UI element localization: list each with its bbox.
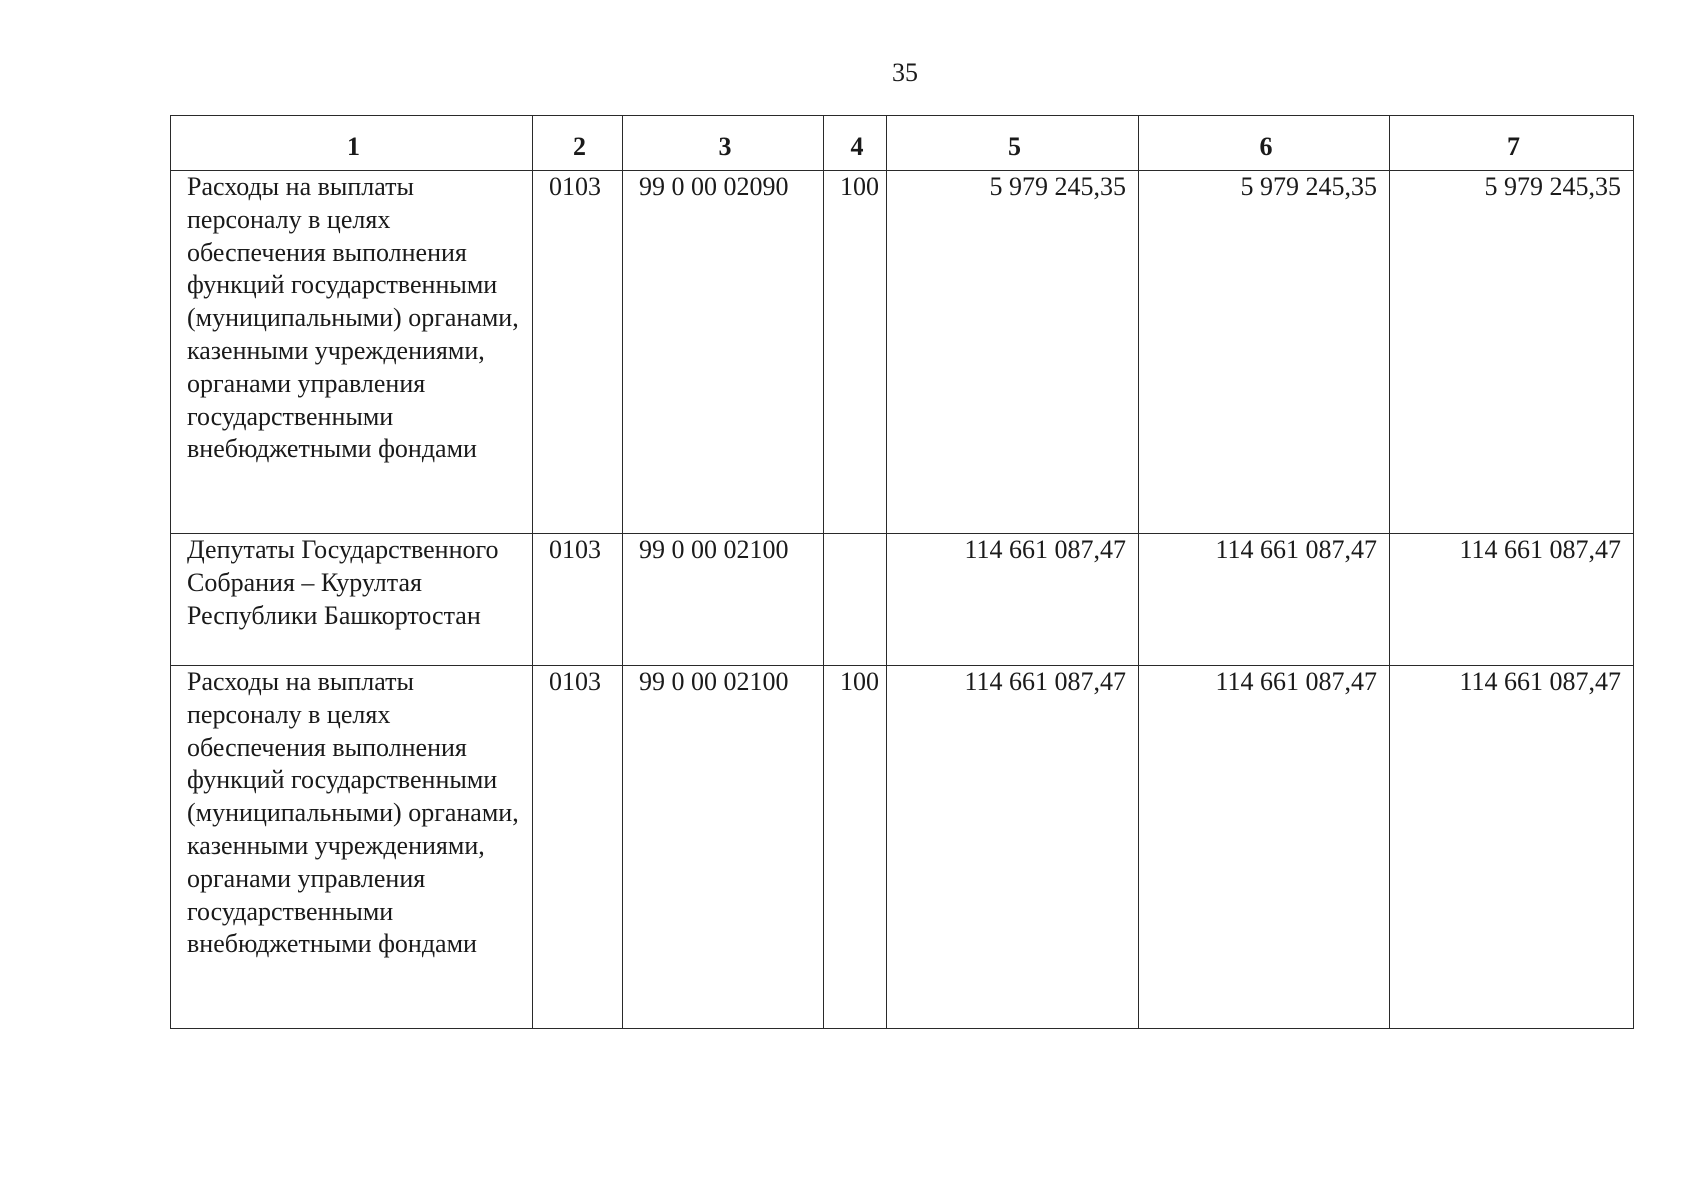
column-header-6: 6 [1139,116,1390,171]
row-target-code: 99 0 00 02100 [623,534,824,666]
row-name: Расходы на выплаты персоналу в целях обеспечения выполнения функций государственными (муниципальными) органами, казенными учреждениями, органами управления государственными внебюджетными фондами [171,171,533,534]
row-amount-5: 114 661 087,47 [887,666,1139,1029]
page-number: 35 [892,58,918,87]
row-section-code: 0103 [533,171,623,534]
row-expense-type [824,534,887,666]
row-amount-7: 114 661 087,47 [1390,666,1634,1029]
row-expense-type: 100 [824,666,887,1029]
row-name: Расходы на выплаты персоналу в целях обеспечения выполнения функций государственными (муниципальными) органами, казенными учреждениями, органами управления государственными внебюджетными фондами [171,666,533,1029]
row-target-code: 99 0 00 02100 [623,666,824,1029]
budget-table [170,115,1634,1029]
table-row [171,171,1634,534]
row-amount-7: 5 979 245,35 [1390,171,1634,534]
column-header-5: 5 [887,116,1139,171]
column-header-4: 4 [824,116,887,171]
row-amount-7: 114 661 087,47 [1390,534,1634,666]
row-amount-5: 114 661 087,47 [887,534,1139,666]
column-header-7: 7 [1390,116,1634,171]
row-amount-6: 5 979 245,35 [1139,171,1390,534]
column-header-1: 1 [171,116,533,171]
row-section-code: 0103 [533,666,623,1029]
row-target-code: 99 0 00 02090 [623,171,824,534]
column-header-2: 2 [533,116,623,171]
column-header-3: 3 [623,116,824,171]
row-expense-type: 100 [824,171,887,534]
row-section-code: 0103 [533,534,623,666]
table-row [171,666,1634,1029]
table-row [171,534,1634,666]
row-amount-6: 114 661 087,47 [1139,666,1390,1029]
row-name: Депутаты Государственного Собрания – Курултая Республики Башкортостан [171,534,533,666]
table-header-row [171,116,1634,171]
row-amount-5: 5 979 245,35 [887,171,1139,534]
row-amount-6: 114 661 087,47 [1139,534,1390,666]
